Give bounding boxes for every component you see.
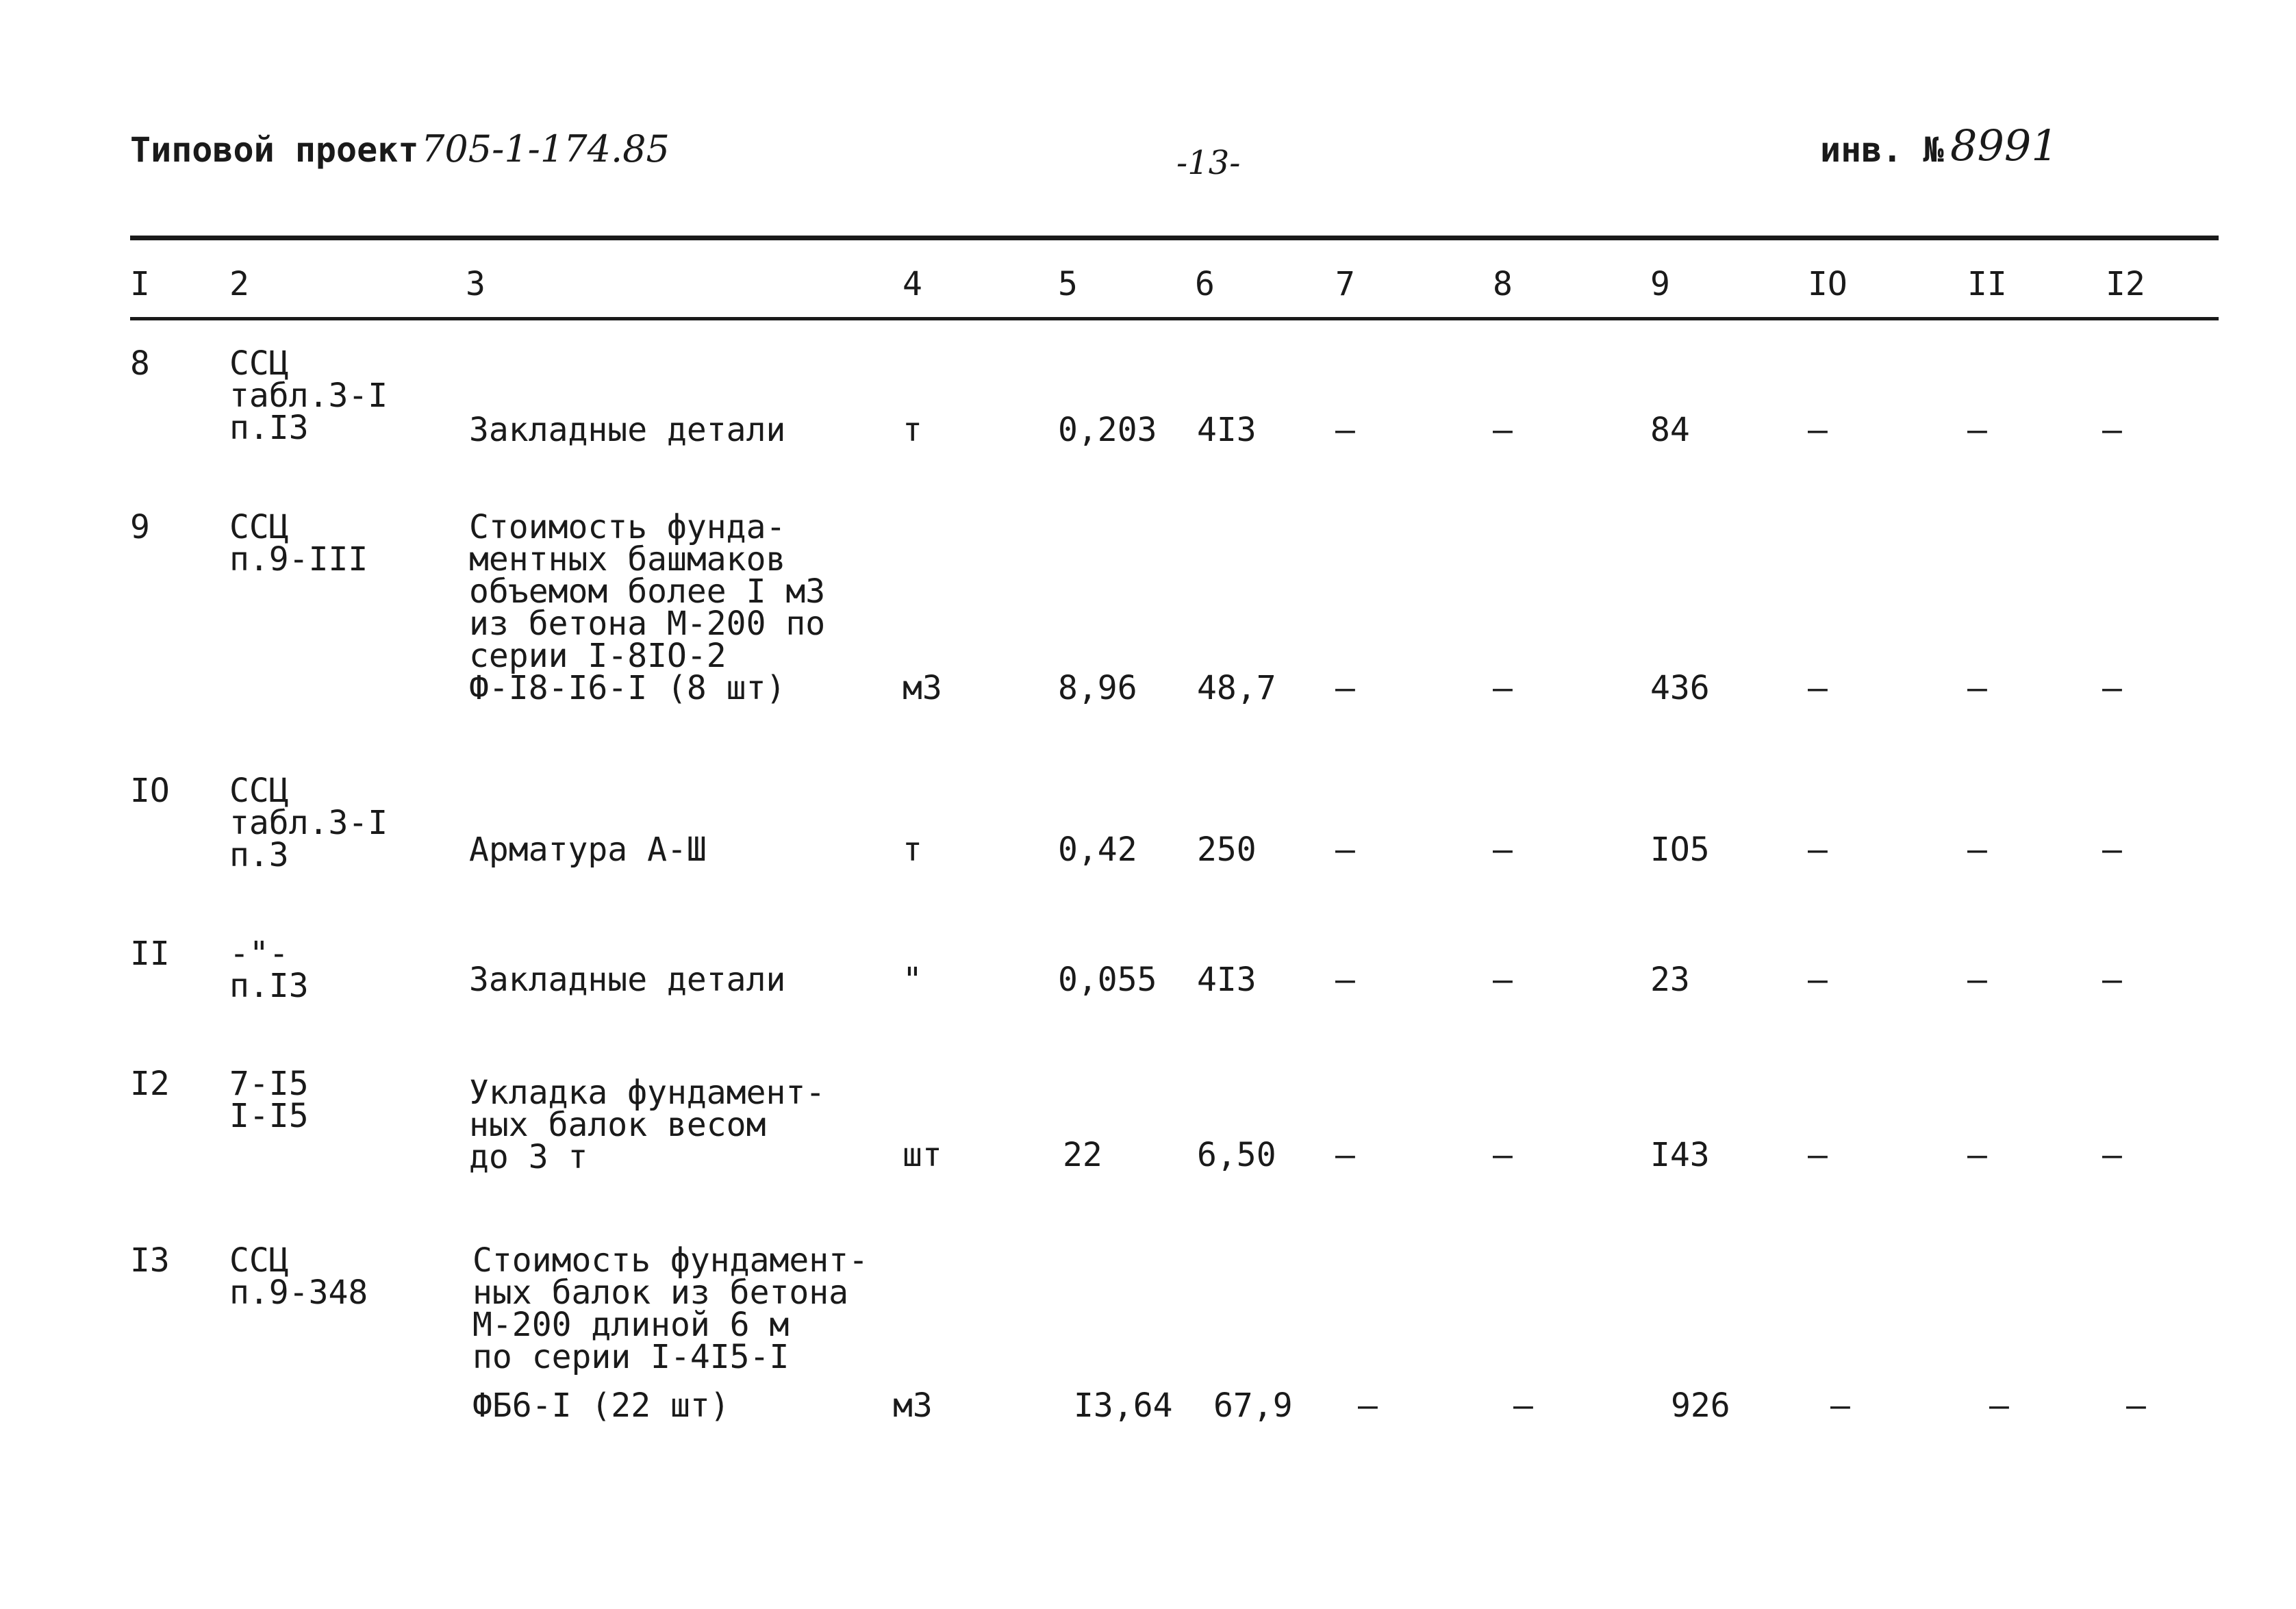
unit: т [903, 831, 922, 869]
row-number: II [130, 935, 170, 973]
col11-value: – [1989, 1386, 2009, 1425]
page-number: -13- [1176, 144, 1241, 182]
col10-value: – [1808, 411, 1828, 449]
column-header: I [130, 265, 150, 303]
unit: м3 [903, 669, 942, 707]
unit: " [903, 961, 922, 999]
col9-value: I43 [1650, 1136, 1710, 1174]
column-header: 3 [466, 265, 485, 303]
column-header: 2 [229, 265, 249, 303]
col9-value: 84 [1650, 411, 1690, 449]
col11-value: – [1967, 411, 1987, 449]
col12-value: – [2102, 1136, 2122, 1174]
row-number: I2 [130, 1065, 170, 1103]
column-header: 7 [1335, 265, 1355, 303]
col8-value: – [1493, 411, 1513, 449]
project-number: 705-1-174.85 [421, 127, 670, 170]
col7-value: – [1335, 1136, 1355, 1174]
row-number: IO [130, 772, 170, 810]
col7-value: – [1335, 831, 1355, 869]
column-header: 8 [1493, 265, 1513, 303]
quantity: 8,96 [1058, 669, 1137, 707]
col12-value: – [2102, 831, 2122, 869]
column-header: 5 [1058, 265, 1078, 303]
col11-value: – [1967, 669, 1987, 707]
col9-value: 23 [1650, 961, 1690, 999]
unit-price: 4I3 [1197, 961, 1257, 999]
column-header: II [1967, 265, 2007, 303]
item-name: Стоимость фундамент- ных балок из бетона М-200 длиной 6 м по серии I-4I5-I [472, 1241, 868, 1376]
col12-value: – [2126, 1386, 2146, 1425]
col9-value: 926 [1671, 1386, 1730, 1425]
row-number: 9 [130, 508, 150, 546]
unit-price: 6,50 [1197, 1136, 1276, 1174]
col10-value: – [1808, 669, 1828, 707]
column-header: 6 [1195, 265, 1215, 303]
unit-price: 67,9 [1213, 1386, 1293, 1425]
col8-value: – [1493, 669, 1513, 707]
col11-value: – [1967, 831, 1987, 869]
col7-value: – [1335, 411, 1355, 449]
col12-value: – [2102, 669, 2122, 707]
column-header: IO [1808, 265, 1847, 303]
col9-value: IO5 [1650, 831, 1710, 869]
item-name: Укладка фундамент- ных балок весом до 3 т [469, 1074, 826, 1176]
column-header: 4 [903, 265, 922, 303]
col7-value: – [1358, 1386, 1378, 1425]
header-bottom-rule [130, 317, 2219, 320]
column-header: I2 [2106, 265, 2145, 303]
col7-value: – [1335, 669, 1355, 707]
row-number: I3 [130, 1241, 170, 1280]
item-name: Стоимость фунда- ментных башмаков объемом более I м3 из бетона М-200 по серии I-8IO-2 Ф-I8-I6-I (8 шт) [469, 508, 826, 707]
column-header: 9 [1650, 265, 1670, 303]
col11-value: – [1967, 1136, 1987, 1174]
norm-reference: ССЦ п.9-348 [229, 1241, 368, 1312]
row-number: 8 [130, 344, 150, 383]
col9-value: 436 [1650, 669, 1710, 707]
quantity: 22 [1063, 1136, 1102, 1174]
unit-price: 4I3 [1197, 411, 1257, 449]
inv-label: инв. № [1820, 130, 1944, 170]
item-name-extra: ФБ6-I (22 шт) [472, 1386, 730, 1425]
col12-value: – [2102, 411, 2122, 449]
unit: м3 [893, 1386, 933, 1425]
unit-price: 48,7 [1197, 669, 1276, 707]
norm-reference: 7-I5 I-I5 [229, 1065, 309, 1135]
quantity: 0,055 [1058, 961, 1157, 999]
item-name: Закладные детали [469, 411, 786, 449]
unit: т [903, 411, 922, 449]
quantity: 0,203 [1058, 411, 1157, 449]
item-name: Закладные детали [469, 961, 786, 999]
norm-reference: ССЦ табл.3-I п.3 [229, 772, 388, 874]
col12-value: – [2102, 961, 2122, 999]
col8-value: – [1493, 961, 1513, 999]
norm-reference: ССЦ п.9-III [229, 508, 368, 579]
item-name: Арматура А-Ш [469, 831, 707, 869]
norm-reference: ССЦ табл.3-I п.I3 [229, 344, 388, 447]
col10-value: – [1808, 1136, 1828, 1174]
col10-value: – [1808, 961, 1828, 999]
col8-value: – [1493, 831, 1513, 869]
col8-value: – [1513, 1386, 1533, 1425]
table-top-rule [130, 236, 2219, 240]
norm-reference: -"- п.I3 [229, 935, 309, 1005]
inv-number: 8991 [1950, 121, 2058, 170]
col8-value: – [1493, 1136, 1513, 1174]
col11-value: – [1967, 961, 1987, 999]
col7-value: – [1335, 961, 1355, 999]
quantity: 0,42 [1058, 831, 1137, 869]
unit-price: 250 [1197, 831, 1257, 869]
col10-value: – [1808, 831, 1828, 869]
project-label: Типовой проект [130, 130, 419, 170]
unit: шт [903, 1136, 942, 1174]
quantity: I3,64 [1074, 1386, 1173, 1425]
col10-value: – [1830, 1386, 1850, 1425]
